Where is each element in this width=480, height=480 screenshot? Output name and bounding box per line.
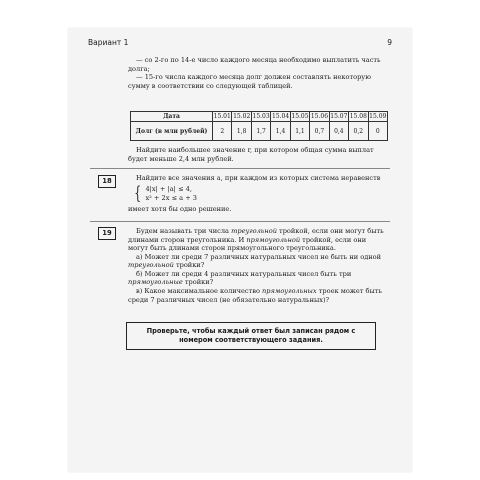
brace-symbol: { xyxy=(134,182,142,204)
task17-conditions xyxy=(128,56,388,90)
task18-body xyxy=(128,174,388,213)
inequality-system xyxy=(132,182,388,204)
book-page xyxy=(68,28,412,472)
debt-cell: 0,2 xyxy=(349,122,368,141)
date-cell: 15.09 xyxy=(369,113,387,120)
date-cell: 15.02 xyxy=(233,113,251,120)
text-run: троек может быть среди 7 различных чисел (не обязательно натуральных)? xyxy=(128,286,382,304)
debt-cell: 1,4 xyxy=(271,122,290,141)
date-cell: 15.04 xyxy=(271,113,290,120)
debt-cell: 1,7 xyxy=(251,122,270,141)
emphasis: прямоугольные xyxy=(128,278,183,287)
task19-question-b xyxy=(128,270,388,287)
debt-cell: 1,8 xyxy=(232,122,251,141)
condition-line-1: — со 2-го по 14-е число каждого месяца необходимо выплатить часть долга; xyxy=(128,56,381,73)
emphasis: прямоугольных xyxy=(262,286,317,295)
text-run: тройки? xyxy=(182,278,214,287)
text-run: а) Может ли среди 7 различных натуральных чисел не быть ни одной xyxy=(136,252,382,261)
task17-question xyxy=(128,146,388,163)
page-number: 9 xyxy=(387,38,392,47)
task18-tail: имеет хотя бы одно решение. xyxy=(128,204,232,213)
date-cell: 15.06 xyxy=(310,113,329,120)
task19-body xyxy=(128,227,388,304)
debt-cell: 1,1 xyxy=(290,122,309,141)
emphasis: треугольной xyxy=(128,261,174,270)
text-run: тройки? xyxy=(173,261,205,270)
condition-line-2: — 15-го числа каждого месяца долг должен составлять некоторую сумму в соответствии со следующей таблицей. xyxy=(128,73,371,90)
text-run: тройкой, если они могут быть длинами сторон прямоугольного треугольника. xyxy=(128,235,367,253)
text-run: б) Может ли среди 4 различных натуральных чисел быть три xyxy=(136,269,352,278)
divider xyxy=(90,168,390,169)
task-number-box: 19 xyxy=(98,227,116,240)
task19-intro xyxy=(128,227,388,253)
page-header xyxy=(88,38,392,47)
text-run: тройкой, если они могут быть длинами сторон треугольника. И xyxy=(128,227,384,244)
debt-cell: 0,7 xyxy=(310,122,329,141)
date-header: Дата xyxy=(131,112,213,122)
date-row xyxy=(131,112,388,122)
inequality-1: 4|x| + |a| ≤ 4, xyxy=(145,184,192,193)
date-cell: 15.01 xyxy=(213,113,231,120)
task18-text: Найдите все значения a, при каждом из которых система неравенств xyxy=(136,174,381,182)
task19-question-c xyxy=(128,287,388,304)
system-lines xyxy=(145,185,197,203)
date-cell: 15.05 xyxy=(291,113,309,120)
debt-cell: 0,4 xyxy=(329,122,348,141)
date-cell: 15.08 xyxy=(349,113,367,120)
debt-row xyxy=(131,122,388,141)
date-cell: 15.03 xyxy=(252,113,270,120)
variant-label: Вариант 1 xyxy=(88,38,129,47)
text-run: в) Какое максимальное количество xyxy=(136,286,263,295)
debt-header: Долг (в млн рублей) xyxy=(131,122,213,141)
task17-question-text: Найдите наибольшее значение r, при котором общая сумма выплат будет меньше 2,4 млн рублей. xyxy=(128,146,374,163)
debt-cell: 0 xyxy=(368,122,387,141)
emphasis: прямоугольной xyxy=(246,235,301,244)
date-cell: 15.07 xyxy=(330,113,348,120)
task-number-box: 18 xyxy=(98,175,116,188)
task19-question-a xyxy=(128,253,388,270)
divider xyxy=(90,221,390,222)
emphasis: треугольной xyxy=(231,227,277,235)
debt-table xyxy=(130,111,388,141)
inequality-2: x² + 2x ≤ a + 3 xyxy=(145,193,198,202)
text-run: Будем называть три числа xyxy=(136,227,232,235)
debt-cell: 2 xyxy=(213,122,232,141)
check-answers-notice: Проверьте, чтобы каждый ответ был записан рядом с номером соответствующего задания. xyxy=(126,322,376,350)
